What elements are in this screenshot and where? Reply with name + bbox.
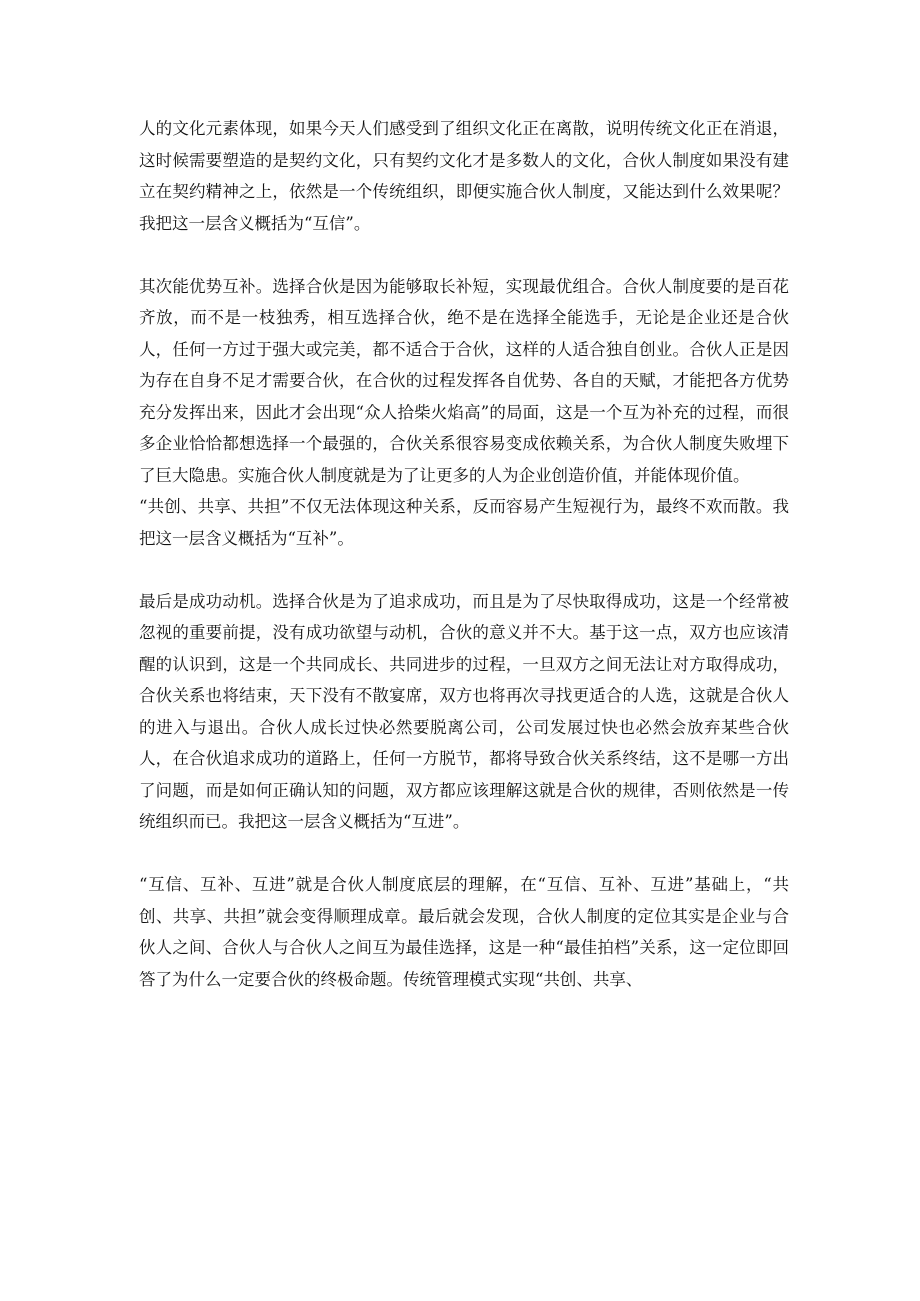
paragraph-complementary-strengths: 其次能优势互补。选择合伙是因为能够取长补短，实现最优组合。合伙人制度要的是百花齐放，而不是一枝独秀，相互选择合伙，绝不是在选择全能选手，无论是企业还是合伙人，任何一方过于强大或完美，都不适合于合伙，这样的人适合独自创业。合伙人正是因为存在自身不足才需要合伙，在合伙的过程发挥各自优势、各自的天赋，才能把各方优势充分发挥出来，因此才会出现“众人拾柴火焰高”的局面，这是一个互为补充的过程，而很多企业恰恰都想选择一个最强的，合伙关系很容易变成依赖关系，为合伙人制度失败埋下了巨大隐患。实施合伙人制度就是为了让更多的人为企业创造价值，并能体现价值。 (139, 276, 789, 485)
paragraph-spacer (139, 838, 789, 870)
paragraph-spacer (139, 554, 789, 586)
document-page (139, 113, 789, 995)
paragraph-conclusion: “互信、互补、互进”就是合伙人制度底层的理解，在“互信、互补、互进”基础上，“共创、共享、共担”就会变得顺理成章。最后就会发现，合伙人制度的定位其实是企业与合伙人之间、合伙人与合伙人之间互为最佳选择，这是一种“最佳拍档”关系，这一定位即回答了为什么一定要合伙的终极命题。传统管理模式实现“共创、共享、 (139, 875, 789, 989)
paragraph-mutual-trust: 人的文化元素体现，如果今天人们感受到了组织文化正在离散，说明传统文化正在消退，这时候需要塑造的是契约文化，只有契约文化才是多数人的文化，合伙人制度如果没有建立在契约精神之上，依然是一个传统组织，即便实施合伙人制度，又能达到什么效果呢？我把这一层含义概括为“互信”。 (139, 119, 789, 233)
paragraph-mutual-complement: “共创、共享、共担”不仅无法体现这种关系，反而容易产生短视行为，最终不欢而散。我把这一层含义概括为“互补”。 (139, 497, 789, 548)
paragraph-success-motivation: 最后是成功动机。选择合伙是为了追求成功，而且是为了尽快取得成功，这是一个经常被忽视的重要前提，没有成功欲望与动机，合伙的意义并不大。基于这一点，双方也应该清醒的认识到，这是一个共同成长、共同进步的过程，一旦双方之间无法让对方取得成功，合伙关系也将结束，天下没有不散宴席，双方也将再次寻找更适合的人选，这就是合伙人的进入与退出。合伙人成长过快必然要脱离公司，公司发展过快也必然会放弃某些合伙人，在合伙追求成功的道路上，任何一方脱节，都将导致合伙关系终结，这不是哪一方出了问题，而是如何正确认知的问题，双方都应该理解这就是合伙的规律，否则依然是一传统组织而已。我把这一层含义概括为“互进”。 (139, 591, 789, 831)
paragraph-spacer (139, 239, 789, 271)
